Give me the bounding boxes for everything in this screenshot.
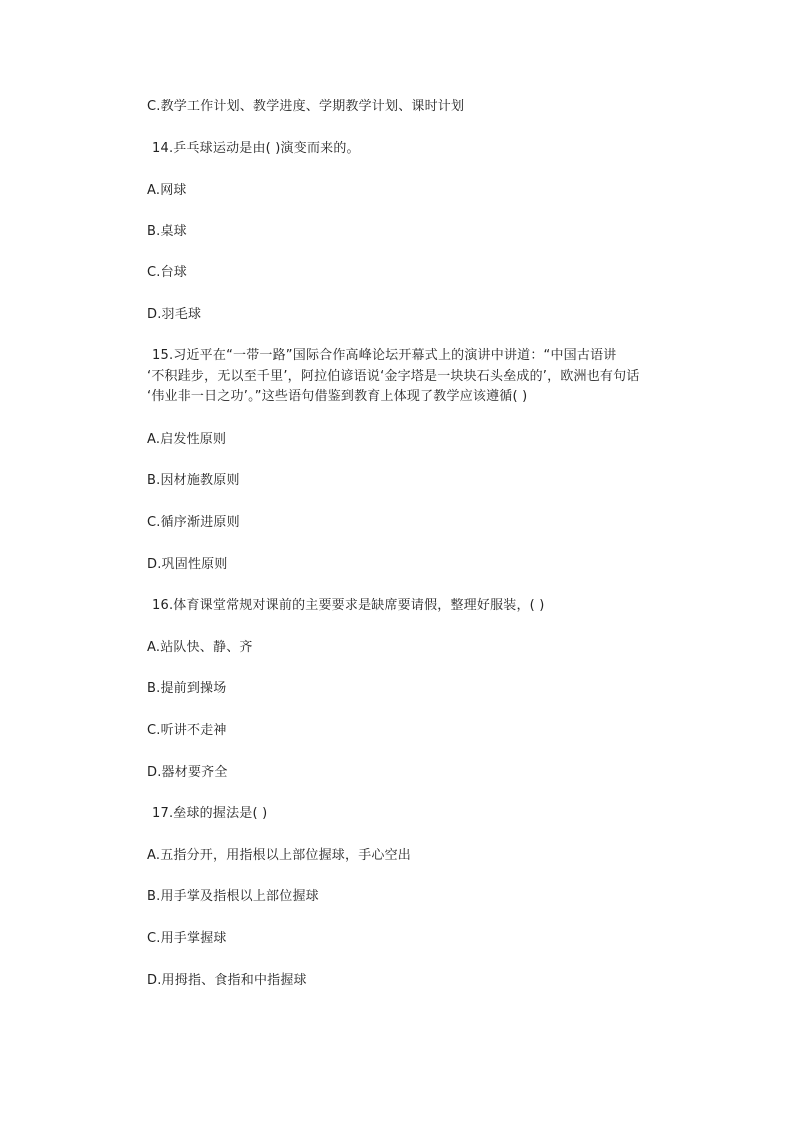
option-c-q15: C.循序渐进原则 (147, 515, 240, 530)
option-b-q17: B.用手掌及指根以上部位握球 (147, 889, 319, 904)
option-c-q17: C.用手掌握球 (147, 931, 227, 946)
option-c-q14: C.台球 (147, 265, 188, 280)
option-c-q16: C.听讲不走神 (147, 723, 227, 738)
question-15-line-2: ‘不积跬步，无以至千里’，阿拉伯谚语说‘金字塔是一块块石头垒成的’，欧洲也有句话 (147, 368, 640, 384)
option-d-q16: D.器材要齐全 (147, 765, 228, 780)
option-a-q14: A.网球 (147, 183, 187, 198)
option-d-q17: D.用拇指、食指和中指握球 (147, 973, 307, 988)
option-d-q14: D.羽毛球 (147, 307, 202, 322)
option-b-q14: B.桌球 (147, 224, 187, 239)
question-17: 17.垒球的握法是( ) (152, 806, 268, 821)
question-14: 14.乒乓球运动是由( )演变而来的。 (152, 141, 360, 156)
option-d-q15: D.巩固性原则 (147, 557, 228, 572)
option-b-q16: B.提前到操场 (147, 681, 227, 696)
question-15-line-1: 15.习近平在“一带一路”国际合作高峰论坛开幕式上的演讲中讲道：“中国古语讲 (152, 348, 617, 363)
option-a-q17: A.五指分开，用指根以上部位握球，手心空出 (147, 848, 411, 863)
option-a-q15: A.启发性原则 (147, 432, 227, 447)
question-15 (147, 346, 682, 408)
option-a-q16: A.站队快、静、齐 (147, 640, 253, 655)
question-16: 16.体育课堂常规对课前的主要要求是缺席要请假，整理好服装，( ) (152, 598, 545, 613)
option-b-q15: B.因材施教原则 (147, 473, 240, 488)
question-15-line-3: ‘伟业非一日之功’。”这些语句借鉴到教育上体现了教学应该遵循( ) (147, 389, 528, 404)
option-c-q13: C.教学工作计划、教学进度、学期教学计划、课时计划 (147, 99, 465, 114)
